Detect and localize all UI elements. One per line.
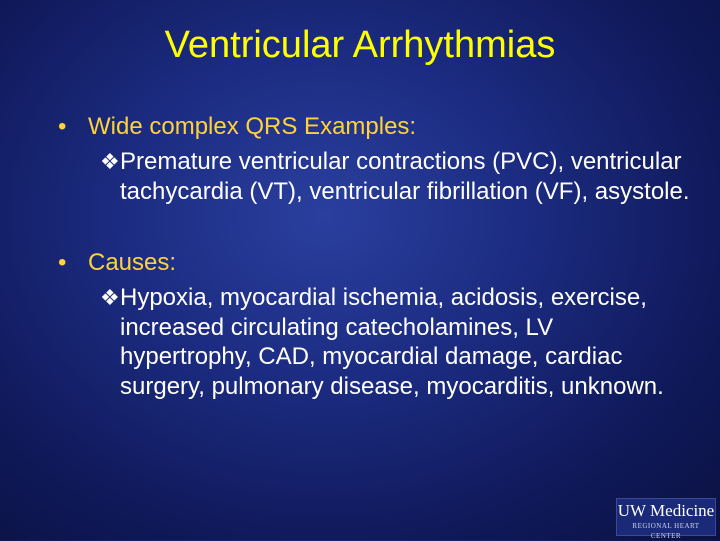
uw-medicine-logo <box>616 498 716 540</box>
bullet-text: Causes: <box>88 249 177 276</box>
logo-sub-text: REGIONAL HEART CENTER <box>632 522 700 540</box>
bullet-text: Wide complex QRS Examples: <box>88 113 417 140</box>
bullet-wide-complex <box>58 112 416 142</box>
bullet-causes <box>58 248 176 278</box>
diamond-bullet-icon: ❖ <box>100 285 120 310</box>
diamond-bullet-icon: ❖ <box>100 149 120 174</box>
sub-bullet-examples <box>100 147 690 206</box>
sub-bullet-causes <box>100 283 690 401</box>
logo-main-text: UW Medicine <box>617 501 715 520</box>
sub-bullet-text: Premature ventricular contractions (PVC), ventricular tachycardia (VT), ventricular fibrillation (VF), asystole. <box>120 148 690 205</box>
bullet-dot-icon: • <box>58 249 67 276</box>
slide-title: Ventricular Arrhythmias <box>164 24 556 66</box>
bullet-dot-icon: • <box>58 113 67 140</box>
sub-bullet-text: Hypoxia, myocardial ischemia, acidosis, exercise, increased circulating catecholamines, LV hypertrophy, CAD, myocardial damage, cardiac surgery, pulmonary disease, myocarditis, unknown. <box>120 284 664 400</box>
